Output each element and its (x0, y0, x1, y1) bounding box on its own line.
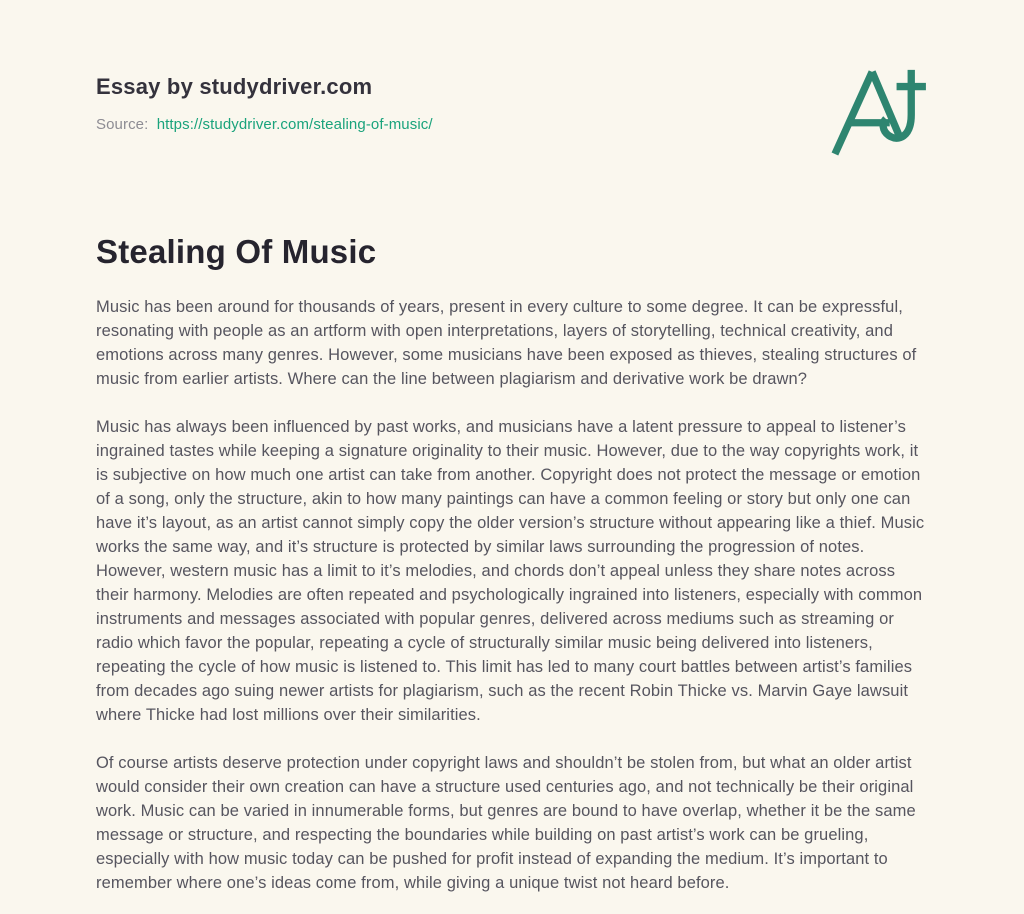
essay-paragraph-1: Music has been around for thousands of years, present in every culture to some degree. It can be expressful, resonating with people as an artform with open interpretations, layers of storytelling, technical creativity, and emotions across many genres. However, some musicians have been exposed as thieves, stealing structures of music from earlier artists. Where can the line between plagiarism and derivative work be drawn? (96, 298, 917, 388)
byline: Essay by studydriver.com (96, 74, 373, 99)
essay-paragraph-3: Of course artists deserve protection under copyright laws and shouldn’t be stolen from, but what an older artist would consider their own creation can have a structure used centuries ago, and not technically be their original work. Music can be varied in innumerable forms, but genres are bound to have overlap, whether it be the same message or structure, and respecting the boundaries while building on past artist’s work can be grueling, especially with how music today can be pushed for profit instead of expanding the medium. It’s important to remember where one’s ideas come from, while giving a unique twist not heard before. (96, 754, 916, 892)
header (96, 74, 928, 133)
studydriver-logo-icon (828, 66, 926, 156)
essay-title: Stealing Of Music (96, 233, 377, 270)
source-label: Source: (96, 116, 149, 133)
source-row (96, 116, 928, 133)
source-link[interactable]: https://studydriver.com/stealing-of-music/ (156, 116, 433, 133)
essay-paragraph-2: Music has always been influenced by past works, and musicians have a latent pressure to appeal to listener’s ingrained tastes while keeping a signature originality to their music. However, due to the way copyrights work, it is subjective on how much one artist can take from another. Copyright does not protect the message or emotion of a song, only the structure, akin to how many paintings can have a common feeling or story but only one can have it’s layout, as an artist cannot simply copy the older version’s structure without appearing like a thief. Music works the same way, and it’s structure is protected by similar laws surrounding the progression of notes. However, western music has a limit to it’s melodies, and chords don’t appeal unless they share notes across their harmony. Melodies are often repeated and psychologically ingrained into listeners, especially with common instruments and messages associated with popular genres, delivered across mediums such as streaming or radio which favor the popular, repeating a cycle of structurally similar music being delivered into listeners, repeating the cycle of how music is listened to. This limit has led to many court battles between artist’s families from decades ago suing newer artists for plagiarism, such as the recent Robin Thicke vs. Marvin Gaye lawsuit where Thicke had lost millions over their similarities. (96, 418, 925, 724)
